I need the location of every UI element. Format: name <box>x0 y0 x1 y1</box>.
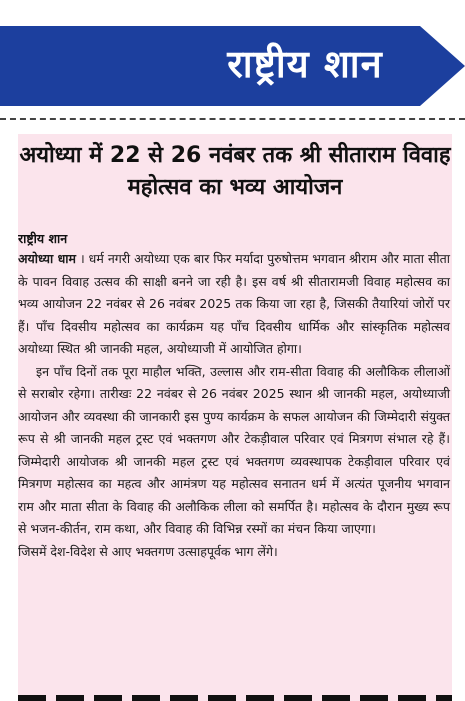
article-byline: राष्ट्रीय शान <box>18 231 68 246</box>
paragraph-1 <box>18 248 450 361</box>
publication-title: राष्ट्रीय शान <box>227 42 383 86</box>
next-headline-cut <box>18 690 452 701</box>
header-banner <box>0 26 465 106</box>
paragraph-1-text: । धर्म नगरी अयोध्या एक बार फिर मर्यादा पुरुषोत्तम भगवान श्रीराम और माता सीता के पावन विवाह उत्सव की साक्षी बनने जा रही है। इस वर्ष श्री सीतारामजी विवाह महोत्सव का भव्य आयोजन 22 नवंबर से 26 नवंबर 2025 तक किया जा रहा है, जिसकी तैयारियां जोरों पर हैं। पाँच दिवसीय महोत्सव का कार्यक्रम यह पाँच दिवसीय धार्मिक और सांस्कृतिक महोत्सव अयोध्या स्थित श्री जानकी महल, अयोध्याजी में आयोजित होगा। <box>18 251 450 356</box>
article-headline: अयोध्या में 22 से 26 नवंबर तक श्री सीताराम विवाह महोत्सव का भव्य आयोजन <box>19 143 451 200</box>
paragraph-3: जिसमें देश-विदेश से आए भक्तगण उत्साहपूर्वक भाग लेंगे। <box>18 543 278 559</box>
article-dateline: अयोध्या धाम <box>18 251 76 266</box>
divider <box>0 118 465 120</box>
article-body <box>18 248 450 563</box>
paragraph-2: इन पाँच दिनों तक पूरा माहौल भक्ति, उल्लास और राम-सीता विवाह की अलौकिक लीलाओं से सराबोर रहेगा। तारीखः 22 नवंबर से 26 नवंबर 2025 स्थान श्री जानकी महल, अयोध्याजी आयोजन और व्यवस्था की जानकारी इस पुण्य कार्यक्रम के सफल आयोजन की जिम्मेदारी संयुक्त रूप से श्री जानकी महल ट्रस्ट एवं भक्तगण और टेकड़ीवाल परिवार एवं मित्रगण संभाल रहे हैं। जिम्मेदारी आयोजक श्री जानकी महल ट्रस्ट एवं भक्तगण व्यवस्थापक टेकड़ीवाल परिवार एवं मित्रगण महोत्सव का महत्व और आमंत्रण यह महोत्सव सनातन धर्म में अत्यंत पूजनीय भगवान राम और माता सीता के विवाह की अलौकिक लीला को समर्पित है। महोत्सव के दौरान मुख्य रूप से भजन-कीर्तन, राम कथा, और विवाह की विभिन्न रस्मों का मंचन किया जाएगा। <box>18 363 450 536</box>
news-article <box>18 134 452 701</box>
